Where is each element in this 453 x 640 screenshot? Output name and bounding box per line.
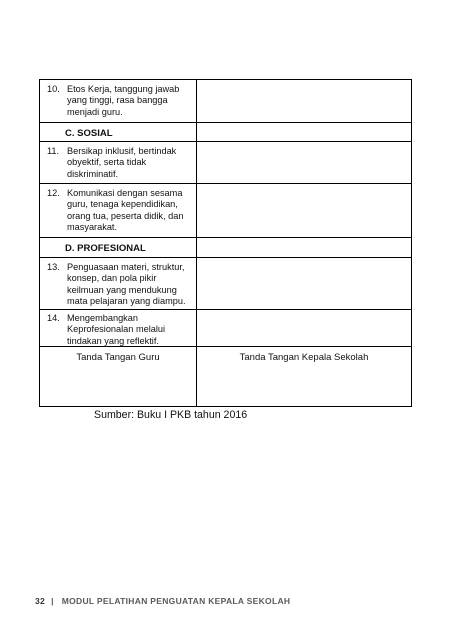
item-text: Komunikasi dengan sesama guru, tenaga kependidikan, orang tua, peserta didik, dan masyarakat. (67, 188, 184, 233)
teacher-signature-label: Tanda Tangan Guru (76, 352, 160, 363)
section-heading-profesional: D. PROFESIONAL (65, 243, 146, 254)
item-text: Penguasaan materi, struktur, konsep, dan pola pikir keilmuan yang mendukung mata pelajaran yang diampu. (67, 262, 186, 307)
footer-separator: | (51, 596, 54, 606)
principal-signature-label: Tanda Tangan Kepala Sekolah (239, 352, 369, 363)
item-number: 13. (47, 262, 60, 272)
page-number: 32 (35, 596, 46, 606)
table-row (40, 184, 412, 238)
table-row (40, 142, 412, 184)
criteria-cell (40, 310, 197, 346)
item-text: Mengembangkan Keprofesionalan melalui tindakan yang reflektif. (67, 313, 166, 346)
notes-cell (197, 142, 412, 183)
section-row-sosial (40, 123, 412, 142)
principal-signature-cell (197, 347, 412, 406)
notes-cell (197, 123, 412, 141)
notes-cell (197, 258, 412, 309)
section-heading-sosial: C. SOSIAL (65, 128, 113, 139)
section-row-profesional (40, 238, 412, 258)
notes-cell (197, 238, 412, 257)
item-number: 11. (47, 146, 60, 156)
criteria-cell (40, 184, 197, 237)
section-cell (40, 123, 197, 141)
table-row (40, 310, 412, 347)
item-text: Bersikap inklusif, bertindak obyektif, serta tidak diskriminatif. (67, 146, 177, 179)
notes-cell (197, 310, 412, 346)
table-row (40, 258, 412, 310)
item-text: Etos Kerja, tanggung jawab yang tinggi, rasa bangga menjadi guru. (67, 84, 180, 117)
page-footer (35, 596, 290, 606)
notes-cell (197, 184, 412, 237)
criteria-cell (40, 258, 197, 309)
item-number: 14. (47, 313, 60, 323)
item-number: 12. (47, 188, 60, 198)
item-number: 10. (47, 84, 60, 94)
criteria-cell (40, 80, 197, 122)
signature-row (40, 347, 412, 407)
section-cell (40, 238, 197, 257)
table-row (40, 80, 412, 123)
footer-title: MODUL PELATIHAN PENGUATAN KEPALA SEKOLAH (61, 596, 291, 606)
source-caption: Sumber: Buku I PKB tahun 2016 (94, 409, 248, 421)
assessment-table (39, 79, 412, 407)
notes-cell (197, 80, 412, 122)
teacher-signature-cell (40, 347, 197, 406)
criteria-cell (40, 142, 197, 183)
